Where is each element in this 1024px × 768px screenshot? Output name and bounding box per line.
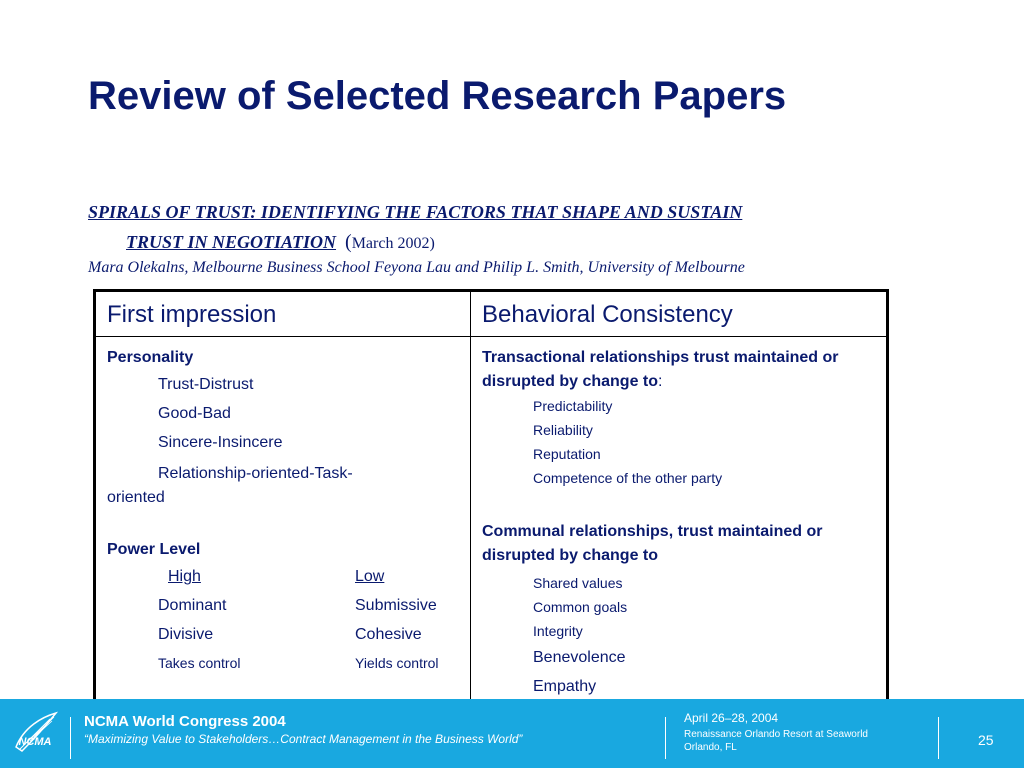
list-item: Common goals (533, 599, 628, 615)
list-item: Integrity (533, 623, 583, 639)
list-item: Predictability (533, 398, 613, 414)
footer-divider (70, 717, 71, 759)
list-item-wrap: oriented (107, 489, 165, 506)
footer-bar (0, 699, 1024, 768)
footer-divider (665, 717, 666, 759)
power-level-header-row (107, 562, 463, 591)
list-item: Reliability (533, 422, 593, 438)
list-item: Shared values (533, 575, 623, 591)
paper-date-paren: ( (345, 231, 352, 253)
communal-heading: Communal relationships, trust maintained or disrupted by change to (482, 523, 823, 564)
paper-authors: Mara Olekalns, Melbourne Business School Feyona Lau and Philip L. Smith, University of Melbourne (88, 259, 745, 276)
ncma-logo-icon (8, 707, 62, 761)
conference-dates: April 26–28, 2004 (684, 711, 779, 725)
power-low-value: Submissive (355, 597, 437, 614)
table-row (107, 649, 463, 678)
power-high-value: Divisive (158, 626, 214, 643)
logo-text: NCMA (18, 736, 52, 748)
conference-venue: Renaissance Orlando Resort at Seaworld Orlando, FL (684, 729, 868, 753)
paper-title-line1: SPIRALS OF TRUST: IDENTIFYING THE FACTORS THAT SHAPE AND SUSTAIN (88, 202, 743, 222)
table-column-divider (470, 292, 471, 700)
paper-citation (88, 197, 928, 259)
list-item: Relationship-oriented-Task- (158, 465, 353, 482)
list-item: Benevolence (533, 649, 626, 666)
transactional-heading: Transactional relationships trust maintained or disrupted by change to: (482, 349, 839, 390)
footer-divider (938, 717, 939, 759)
power-low-value: Cohesive (355, 626, 422, 643)
conference-tagline: “Maximizing Value to Stakeholders…Contract Management in the Business World” (84, 732, 523, 746)
paper-date: March 2002) (351, 235, 435, 252)
list-item: Trust-Distrust (158, 376, 254, 393)
list-item: Empathy (533, 678, 597, 695)
list-item: Reputation (533, 446, 601, 462)
table-row (107, 620, 463, 649)
list-item: Good-Bad (158, 405, 231, 422)
table-header-divider (96, 336, 886, 337)
header-behavioral-consistency: Behavioral Consistency (482, 301, 733, 328)
power-low-label: Low (355, 568, 385, 585)
paper-title-line2: TRUST IN NEGOTIATION (126, 232, 337, 252)
power-low-value: Yields control (355, 655, 439, 671)
first-impression-cell (107, 346, 463, 678)
list-item: Competence of the other party (533, 470, 723, 486)
power-level-heading: Power Level (107, 541, 201, 558)
page-number: 25 (978, 732, 994, 748)
header-first-impression: First impression (107, 301, 277, 328)
list-item: Sincere-Insincere (158, 434, 283, 451)
conference-name: NCMA World Congress 2004 (84, 713, 286, 730)
table-row (107, 591, 463, 620)
comparison-table (93, 289, 889, 703)
power-high-value: Takes control (158, 655, 241, 671)
personality-heading: Personality (107, 349, 194, 366)
power-high-label: High (168, 568, 201, 585)
behavioral-consistency-cell (482, 346, 886, 701)
power-high-value: Dominant (158, 597, 227, 614)
slide-title: Review of Selected Research Papers (88, 74, 787, 118)
